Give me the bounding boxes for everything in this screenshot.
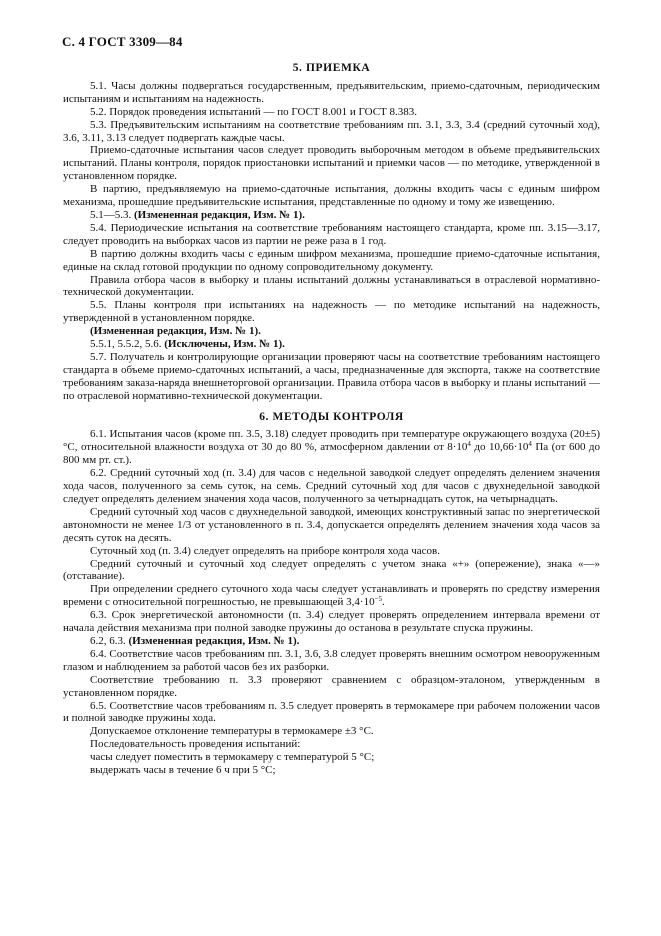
amendment-note-6-2-text: (Измененная редакция, Изм. № 1). xyxy=(128,634,300,647)
p61-text-3: Па (от 600 до 800 мм рт. ст.). xyxy=(63,441,601,467)
amendment-note-ref: 5.1—5.3. xyxy=(90,208,134,221)
section-title-acceptance: 5. ПРИЕМКА xyxy=(292,62,371,74)
paragraph-6-4: 6.4. Соответствие часов требованиям пп. 3.1, 3.6, 3.8 следует проверять внешним осмотром невооруженным глазом и наблюдением за работой часов без их разборки. xyxy=(63,647,600,673)
paragraph-5-4: 5.4. Периодические испытания на соответствие требованиям настоящего стандарта, кроме пп. 3.15—3.17, следует проводить на выборках часов из партии не реже раза в 1 год. xyxy=(63,221,600,247)
paragraph-5-3: 5.3. Предъявительским испытаниям на соответствие требованиям пп. 3.1, 3.3, 3.4 (средний суточный ход), 3.6, 3.11, 3.13 следует подвергать каждые часы. xyxy=(63,118,600,144)
paragraph-5-1: 5.1. Часы должны подвергаться государственным, предъявительским, приемо-сдаточным, периодическим испытаниям и испытаниям на надежность. xyxy=(63,79,600,105)
error-text-1: При определении среднего суточного хода часы следует устанавливать и проверять по средству измерения времени с относительной погрешностью, не превышающей 3,4·10 xyxy=(63,583,600,609)
paragraph-batch-composition: В партию должны входить часы с единым шифром механизма, прошедшие приемо-сдаточные испытания, единые на склад готовой продукции по одному сопроводительному документу. xyxy=(63,247,600,273)
paragraph-6-5: 6.5. Соответствие часов требованиям п. 3.5 следует проверять в термокамере при рабочем положении часов и полной заводке пружины хода. xyxy=(63,699,600,725)
paragraph-temp-tolerance: Допускаемое отклонение температуры в термокамере ±3 °С. xyxy=(90,725,374,738)
excluded-note-ref: 5.5.1, 5.5.2, 5.6. xyxy=(90,338,165,351)
excluded-note xyxy=(63,338,600,351)
paragraph-6-1 xyxy=(63,428,600,467)
paragraph-acceptance-tests: Приемо-сдаточные испытания часов следует проводить выборочным методом в объеме предъявительских испытаний. Планы контроля, порядок приостановки испытаний и приемки часов — по методике, утвержденной в установленном порядке. xyxy=(63,144,600,183)
paragraph-step-hold: выдержать часы в течение 6 ч при 5 °С; xyxy=(90,764,276,777)
paragraph-autonomy-reserve: Средний суточный ход часов с двухнедельной заводкой, имеющих конструктивный запас по энергетической автономности не менее 1/3 от установленного в п. 3.4, допускается определять делением значения хода часов за десять суток на десять. xyxy=(63,505,600,544)
paragraph-5-5: 5.5. Планы контроля при испытаниях на надежность — по методике испытаний на надежность, утвержденной в установленном порядке. xyxy=(63,299,600,325)
paragraph-measurement-error xyxy=(63,583,600,609)
paragraph-5-2: 5.2. Порядок проведения испытаний — по ГОСТ 8.001 и ГОСТ 8.383. xyxy=(90,105,418,118)
paragraph-6-3: 6.3. Срок энергетической автономности (п. 3.4) следует проверять определением интервала времени от начала действия механизма при полной заводке пружины до останова в результате спуска пружины. xyxy=(63,609,600,635)
excluded-note-text: (Исключены, Изм. № 1). xyxy=(164,338,285,351)
amendment-note-text: (Измененная редакция, Изм. № 1). xyxy=(134,208,305,221)
p61-text-1: 6.1. Испытания часов (кроме пп. 3.5, 3.18) следует проводить при температуре окружающего воздуха (20±5) °С, относительной влажности воздуха от 30 до 80 %, атмосферном давлении от 8·10 xyxy=(63,428,600,454)
section-title-control-methods: 6. МЕТОДЫ КОНТРОЛЯ xyxy=(259,410,404,423)
amendment-note-5-1 xyxy=(63,209,600,222)
amendment-note-6-2 xyxy=(63,635,600,648)
p61-exponent-2: 4 xyxy=(528,440,532,449)
amendment-note-5-5: (Измененная редакция, Изм. № 1). xyxy=(90,325,261,338)
paragraph-reference-sample: Соответствие требованию п. 3.3 проверяют сравнением с образцом-эталоном, утвержденным в установленном порядке. xyxy=(63,673,600,699)
paragraph-step-place: часы следует поместить в термокамеру с температурой 5 °С; xyxy=(90,751,375,764)
p61-exponent-1: 4 xyxy=(467,440,471,449)
p61-text-2: до 10,66·10 xyxy=(470,441,529,454)
paragraph-sampling-rules: Правила отбора часов в выборку и планы испытаний должны устанавливаться в отраслевой нормативно-технической документации. xyxy=(63,273,600,299)
amendment-note-6-2-ref: 6.2, 6.3. xyxy=(90,634,129,647)
paragraph-6-2: 6.2. Средний суточный ход (п. 3.4) для часов с недельной заводкой следует определять делением значения хода часов, полученного за семь суток, на семь. Средний суточный ход для часов с двухнедельной заводкой следует определять делением значения хода часов, полученного за четырнадцать суток, на четырнадцать. xyxy=(63,467,600,505)
paragraph-5-7: 5.7. Получатель и контролирующие организации проверяют часы на соответствие требованиям настоящего стандарта в объеме приемо-сдаточных испытаний, а часы, предназначенные для экспорта, также на соответствие требованиям заказа-наряда внешнеторговой организации. Правила отбора часов в выборку и планы испытаний — по отраслевой нормативно-технической документации. xyxy=(63,350,600,402)
error-exponent: −5 xyxy=(374,595,383,604)
document-body xyxy=(63,62,600,777)
paragraph-test-sequence: Последовательность проведения испытаний: xyxy=(90,738,301,751)
paragraph-daily-rate: Суточный ход (п. 3.4) следует определять на приборе контроля хода часов. xyxy=(90,544,440,557)
paragraph-batch: В партию, предъявляемую на приемо-сдаточные испытания, должны входить часы с единым шифром механизма, прошедшие предъявительские испытания, представленные по одному и тому же извещению. xyxy=(63,183,600,209)
error-text-2: . xyxy=(382,596,385,609)
paragraph-sign: Средний суточный и суточный ход следует определять с учетом знака «+» (опережение), знака «—» (отставание). xyxy=(63,557,600,583)
page-header: С. 4 ГОСТ 3309—84 xyxy=(62,34,183,49)
